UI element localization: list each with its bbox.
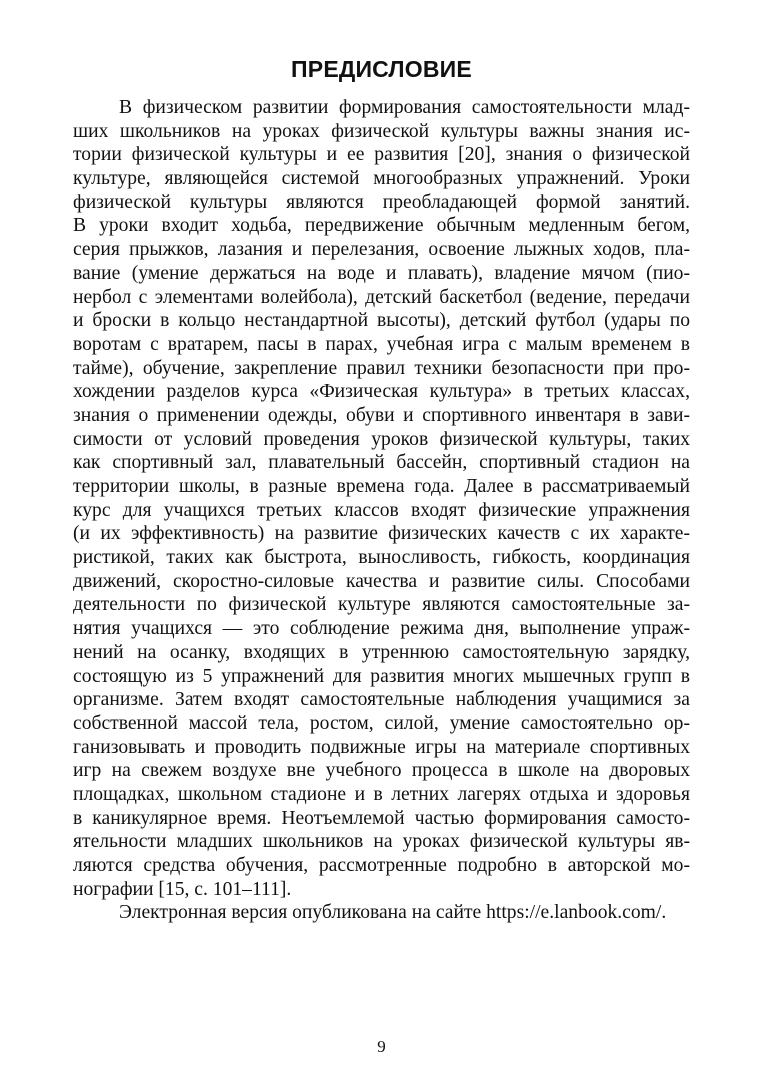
text-line: ших школьников на уроках физической культуры важны знания ис- <box>73 120 690 142</box>
text-line: курс для учащихся третьих классов входят физические упражнения <box>73 499 690 521</box>
text-line: площадках, школьном стадионе и в летних лагерях отдыха и здоровья <box>73 783 690 805</box>
body-text <box>73 96 690 925</box>
text-line: В уроки входит ходьба, передвижение обычным медленным бегом, <box>73 215 690 237</box>
text-line: территории школы, в разные времена года. Далее в рассматриваемый <box>73 476 690 497</box>
text-line: нений на осанку, входящих в утреннюю самостоятельную зарядку, <box>73 641 690 663</box>
text-line: в каникулярное время. Неотъемлемой частью формирования самосто- <box>73 807 690 829</box>
text-line: организме. Затем входят самостоятельные наблюдения учащимися за <box>73 689 690 711</box>
text-line: движений, скоростно-силовые качества и развитие силы. Способами <box>73 570 690 592</box>
text-line: нербол с элементами волейбола), детский баскетбол (ведение, передачи <box>73 286 690 308</box>
text-line: как спортивный зал, плавательный бассейн, спортивный стадион на <box>73 452 690 474</box>
text-line: и броски в кольцо нестандартной высоты), детский футбол (удары по <box>73 310 690 332</box>
text-line: нографии [15, с. 101–111]. <box>73 878 292 900</box>
page-number: 9 <box>377 1037 386 1056</box>
page-title: ПРЕДИСЛОВИЕ <box>291 56 472 82</box>
text-line: знания о применении одежды, обуви и спортивного инвентаря в зави- <box>73 404 690 426</box>
text-line: культуре, являющейся системой многообразных упражнений. Уроки <box>73 168 690 190</box>
text-line: вание (умение держаться на воде и плавать), владение мячом (пио- <box>73 262 690 284</box>
text-line: тайме), обучение, закрепление правил техники безопасности при про- <box>73 357 690 379</box>
text-line: деятельности по физической культуре являются самостоятельные за- <box>73 594 690 616</box>
text-line: нятия учащихся — это соблюдение режима дня, выполнение упраж- <box>73 618 690 640</box>
text-line: хождении разделов курса «Физическая культура» в третьих классах, <box>73 381 690 403</box>
text-line: ристикой, таких как быстрота, выносливость, гибкость, координация <box>73 547 690 569</box>
text-line: воротам с вратарем, пасы в парах, учебная игра с малым временем в <box>73 333 690 355</box>
text-line: серия прыжков, лазания и перелезания, освоение лыжных ходов, пла- <box>73 239 690 261</box>
text-line: тории физической культуры и ее развития [20], знания о физической <box>73 144 690 166</box>
text-line: состоящую из 5 упражнений для развития многих мышечных групп в <box>73 665 690 687</box>
publication-note: Электронная версия опубликована на сайте https://e.lanbook.com/. <box>119 902 667 924</box>
text-line: симости от условий проведения уроков физической культуры, таких <box>73 428 690 450</box>
text-line: ятельности младших школьников на уроках физической культуры яв- <box>73 831 690 853</box>
paragraph-publication-note <box>73 901 690 925</box>
text-line: физической культуры являются преобладающей формой занятий. <box>73 191 690 213</box>
text-line: собственной массой тела, ростом, силой, умение самостоятельно ор- <box>73 712 690 734</box>
text-line: ляются средства обучения, рассмотренные подробно в авторской мо- <box>73 855 690 876</box>
paragraph-main <box>73 96 690 901</box>
text-line: (и их эффективность) на развитие физических качеств с их характе- <box>73 523 690 545</box>
text-line: игр на свежем воздухе вне учебного процесса в школе на дворовых <box>73 760 690 782</box>
text-line: ганизовывать и проводить подвижные игры на материале спортивных <box>73 736 690 758</box>
text-line: В физическом развитии формирования самостоятельности млад- <box>119 97 690 118</box>
